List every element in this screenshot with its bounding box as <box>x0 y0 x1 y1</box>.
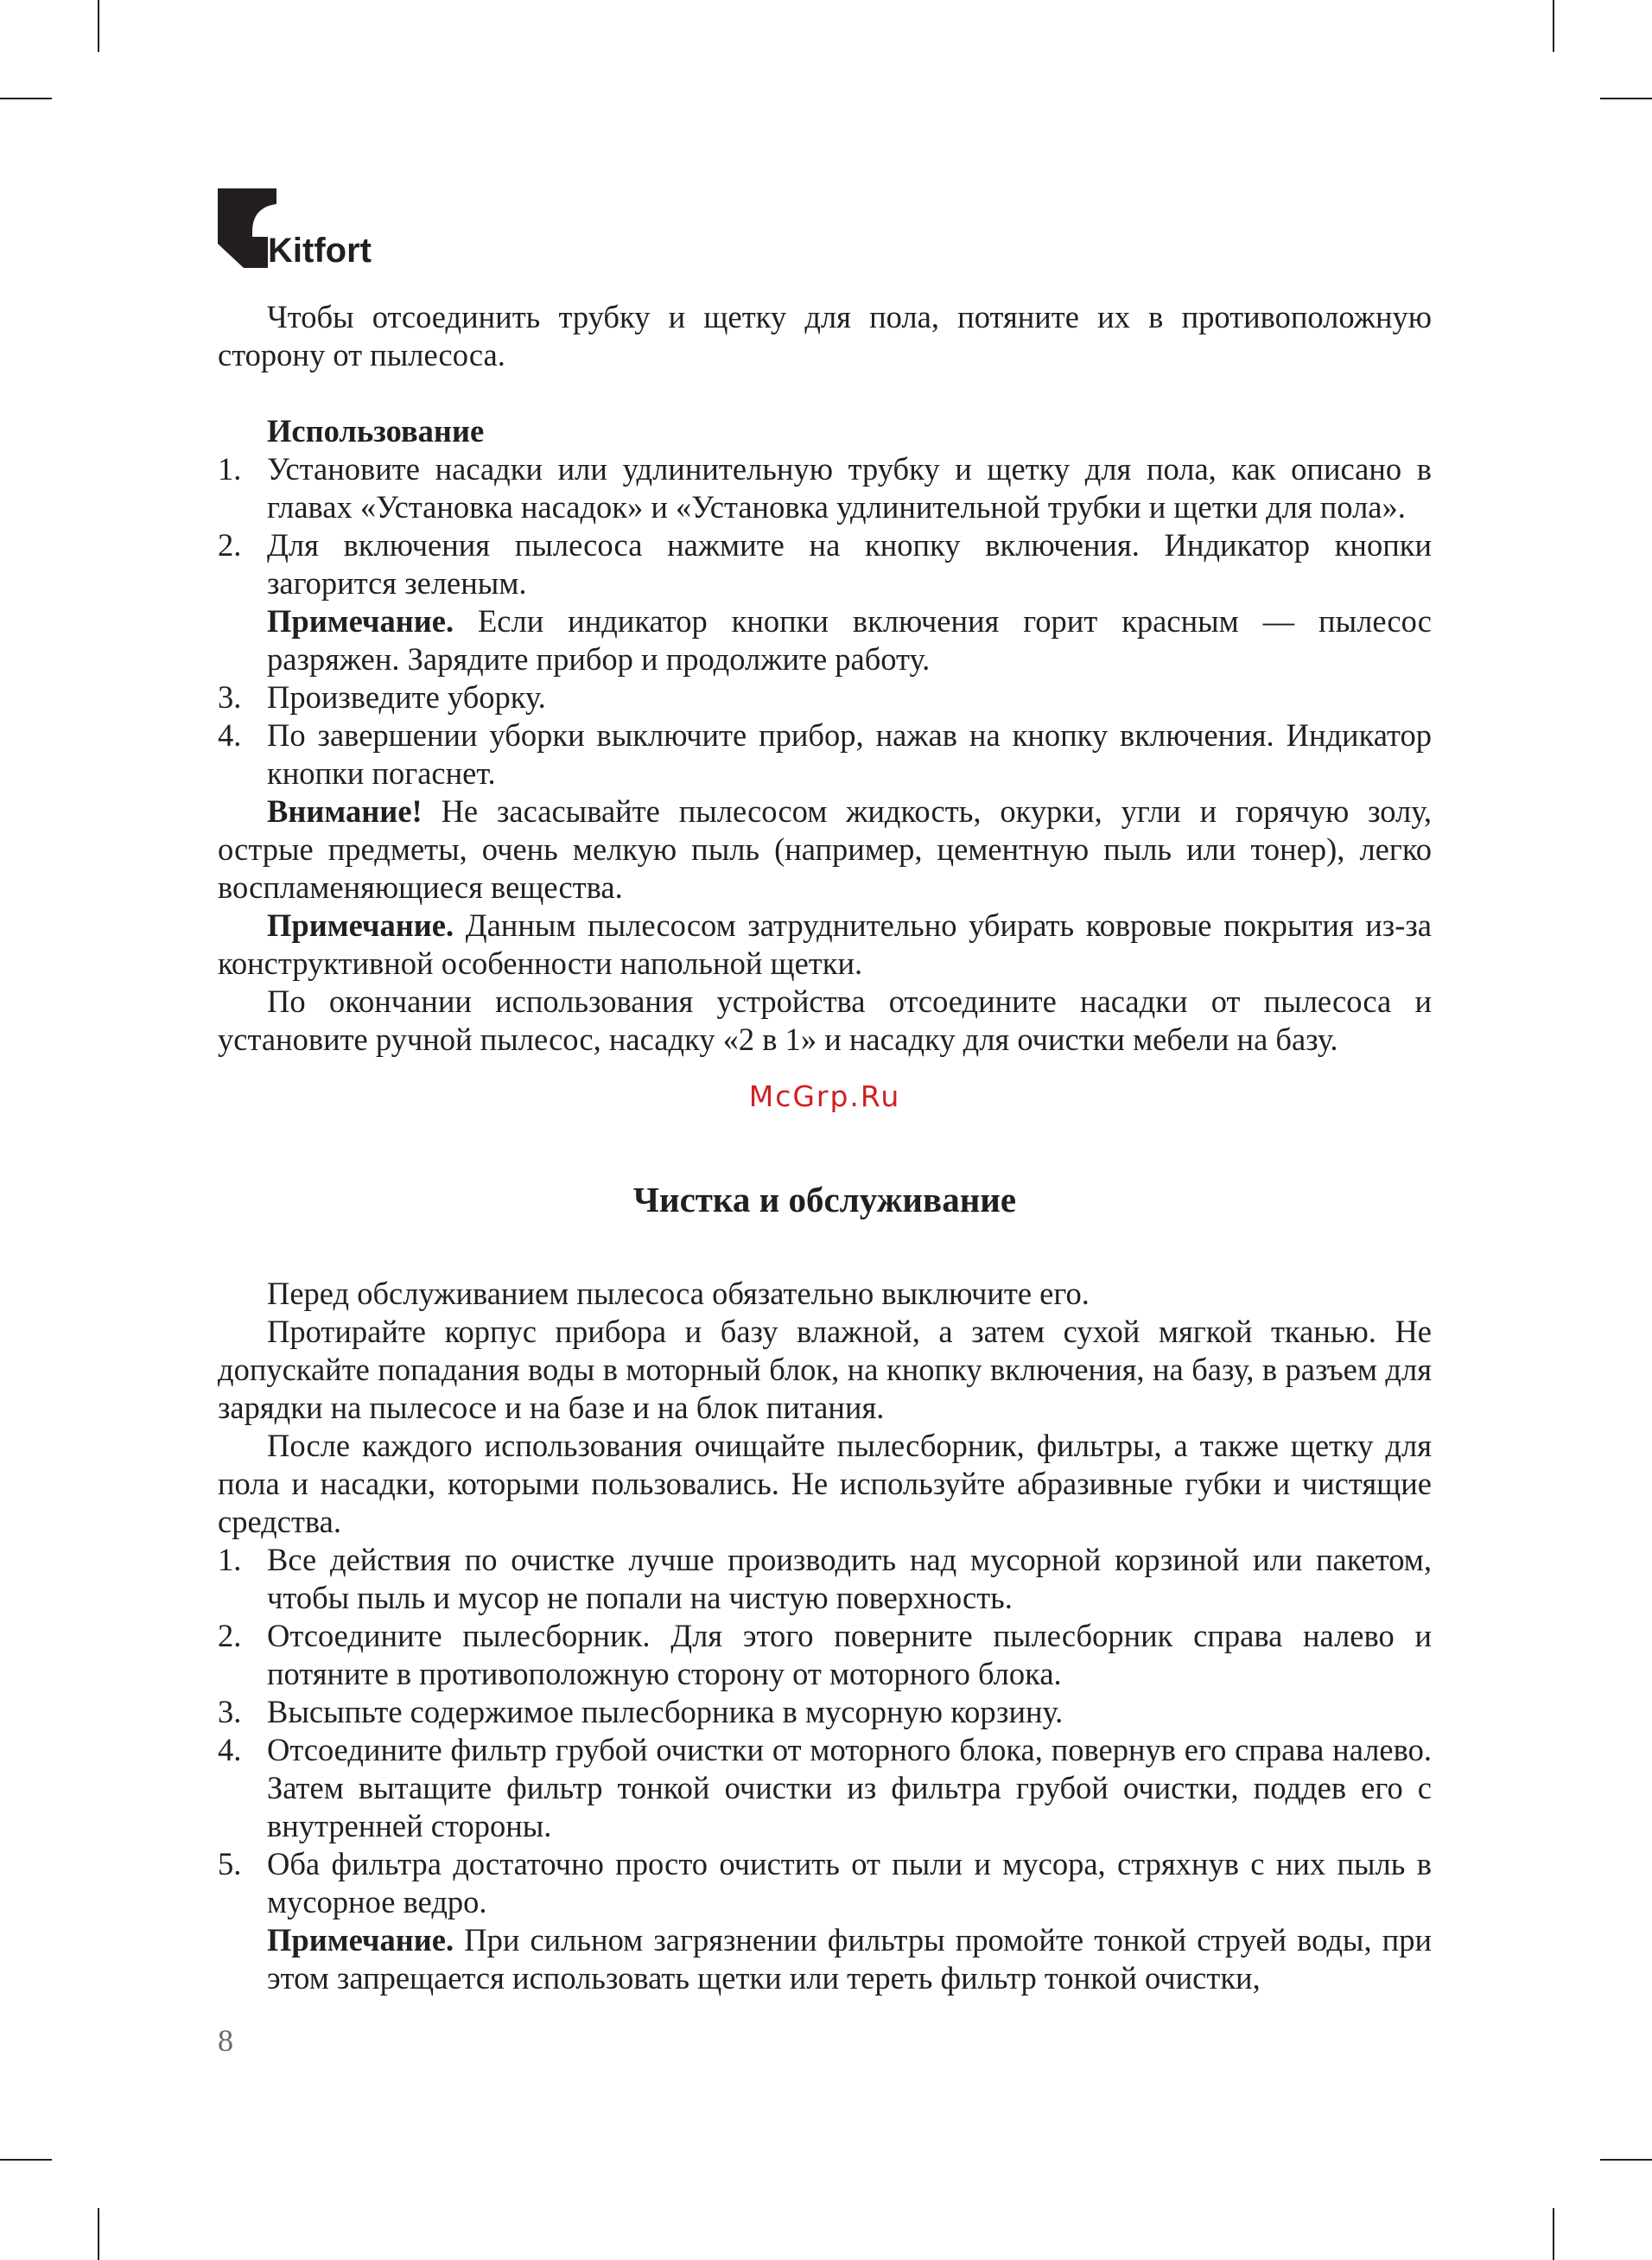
crop-mark <box>1600 2159 1652 2161</box>
closing-paragraph: По окончании использования устройства отсоедините насадки от пылесоса и установите ручной пылесос, насадку «2 в 1» и насадку для очистки мебели на базу. <box>218 984 1432 1057</box>
cleaning-paragraph: Протирайте корпус прибора и базу влажной, а затем сухой мягкой тканью. Не допускайте попадания воды в моторный блок, на кнопку включения, на базу, в разъем для зарядки на пылесосе и на базе и на блок питания. <box>218 1314 1432 1425</box>
warning-paragraph: Внимание! Не засасывайте пылесосом жидкость, окурки, угли и горячую золу, острые предметы, очень мелкую пыль (например, цементную пыль или тонер), легко воспламеняющиеся вещества. <box>218 793 1432 905</box>
list-item: 3. Произведите уборку. <box>218 679 546 715</box>
cleaning-paragraph: После каждого использования очищайте пылесборник, фильтры, а также щетку для пола и насадки, которыми пользовались. Не используйте абразивные губки и чистящие средства. <box>218 1428 1432 1539</box>
intro-paragraph: Чтобы отсоединить трубку и щетку для пола, потяните их в противоположную сторону от пылесоса. <box>218 299 1432 372</box>
list-item: 5. Оба фильтра достаточно просто очистить от пыли и мусора, стряхнув с них пыль в мусорное ведро. <box>218 1846 1432 1919</box>
cleaning-steps <box>218 1541 1432 1921</box>
list-item: 3. Высыпьте содержимое пылесборника в мусорную корзину. <box>218 1694 1064 1729</box>
list-item: 4. Отсоедините фильтр грубой очистки от моторного блока, повернув его справа налево. Затем вытащите фильтр тонкой очистки из фильтра грубой очистки, поддев его с внутренней стороны. <box>218 1732 1432 1843</box>
cleaning-note: Примечание. При сильном загрязнении фильтры промойте тонкой струей воды, при этом запрещается использовать щетки или тереть фильтр тонкой очистки, <box>267 1922 1432 1996</box>
usage-title: Использование <box>267 413 485 449</box>
list-item: 1. Установите насадки или удлинительную трубку и щетку для пола, как описано в главах «Установка насадок» и «Установка удлинительной трубки и щетки для пола». <box>218 451 1432 525</box>
usage-steps-continued <box>218 678 1432 793</box>
crop-mark <box>1553 0 1554 52</box>
usage-steps <box>218 450 1432 602</box>
list-item: 1. Все действия по очистке лучше производить над мусорной корзиной или пакетом, чтобы пыль и мусор не попали на чистую поверхность. <box>218 1542 1432 1615</box>
step-note: Примечание. Если индикатор кнопки включения горит красным — пылесос разряжен. Зарядите прибор и продолжите работу. <box>267 603 1432 677</box>
list-item: 4. По завершении уборки выключите прибор, нажав на кнопку включения. Индикатор кнопки погаснет. <box>218 717 1432 791</box>
crop-mark <box>98 0 99 52</box>
page-content <box>218 298 1432 1997</box>
list-item: 2. Отсоедините пылесборник. Для этого поверните пылесборник справа налево и потяните в противоположную сторону от моторного блока. <box>218 1618 1432 1691</box>
watermark: McGrp.Ru <box>748 1079 901 1113</box>
page-number: 8 <box>218 2023 233 2058</box>
crop-mark <box>0 2159 52 2161</box>
crop-mark <box>1553 2208 1554 2260</box>
list-item: 2. Для включения пылесоса нажмите на кнопку включения. Индикатор кнопки загорится зеленым. <box>218 527 1432 601</box>
crop-mark <box>1600 98 1652 99</box>
section-title: Чистка и обслуживание <box>632 1180 1017 1219</box>
cleaning-paragraph: Перед обслуживанием пылесоса обязательно выключите его. <box>267 1276 1090 1311</box>
note-paragraph: Примечание. Данным пылесосом затруднительно убирать ковровые покрытия из-за конструктивной особенности напольной щетки. <box>218 907 1432 981</box>
crop-mark <box>98 2208 99 2260</box>
crop-mark <box>0 98 52 99</box>
brand-name: Kitfort <box>268 232 372 270</box>
